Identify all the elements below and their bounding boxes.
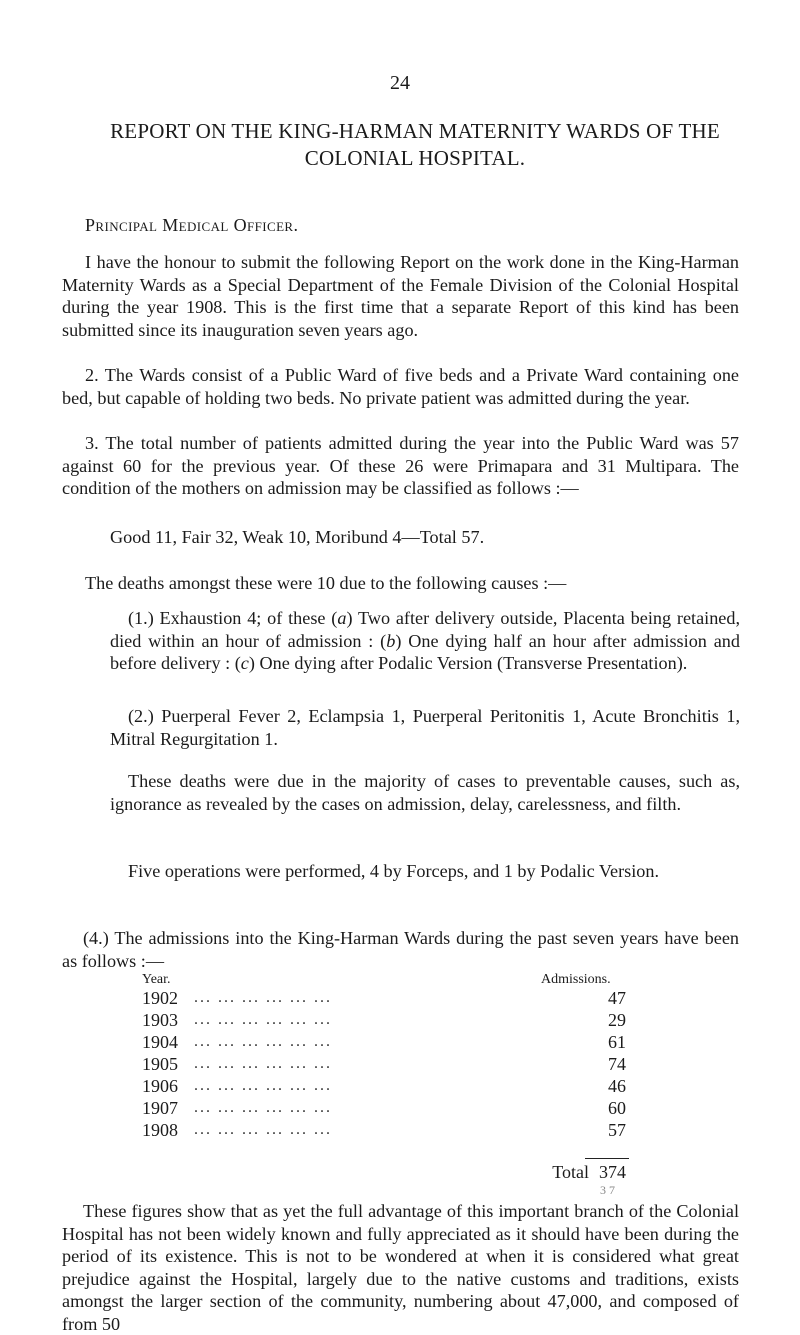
row-admissions: 74	[608, 1054, 626, 1074]
total-label: Total	[552, 1162, 589, 1182]
leader-dots: ... ... ... ... ... ...	[194, 1099, 332, 1116]
cause-1-end: ) One dying after Podalic Version (Transverse Presentation).	[248, 653, 688, 673]
table-row	[142, 1010, 626, 1032]
leader-dots: ... ... ... ... ... ...	[194, 989, 332, 1006]
row-admissions: 46	[608, 1076, 626, 1096]
row-year: 1902	[142, 988, 178, 1008]
paragraph-1	[62, 251, 739, 341]
row-year: 1903	[142, 1010, 178, 1030]
table-total	[500, 1162, 626, 1183]
row-admissions: 29	[608, 1010, 626, 1030]
table-row	[142, 1032, 626, 1054]
report-title: REPORT ON THE KING-HARMAN MATERNITY WARDS OF THE COLONIAL HOSPITAL.	[110, 119, 720, 170]
closing-text: These figures show that as yet the full advantage of this important branch of the Colonial Hospital has not been widely known and fully appreciated as it should have been during the period of its existence. This is not to be wondered at when it is considered what great prejudice against the Hospital, largely due to the native customs and traditions, exists amongst the larger section of the community, numbering about 47,000, and composed of from 50	[62, 1201, 739, 1334]
table-row	[142, 1120, 626, 1142]
row-year: 1908	[142, 1120, 178, 1140]
table-row	[142, 1054, 626, 1076]
row-admissions: 60	[608, 1098, 626, 1118]
salutation: Principal Medical Officer.	[85, 215, 299, 235]
row-year: 1904	[142, 1032, 178, 1052]
cause-1-prefix: (1.) Exhaustion 4; of these (	[128, 608, 338, 628]
total-rule	[585, 1158, 629, 1159]
cause-1-paragraph	[110, 607, 740, 675]
condition-line: Good 11, Fair 32, Weak 10, Moribund 4—Total 57.	[110, 527, 485, 547]
paragraph-3-text: 3. The total number of patients admitted during the year into the Public Ward was 57 against 60 for the previous year. Of these 26 were Primapara and 31 Multipara. The condition of the mothers on admission may be classified as follows :—	[62, 433, 739, 498]
cause-2-paragraph	[110, 705, 740, 750]
row-year: 1906	[142, 1076, 178, 1096]
pencil-mark: 3 7	[600, 1183, 615, 1197]
paragraph-2-text: 2. The Wards consist of a Public Ward of five beds and a Private Ward containing one bed, but capable of holding two beds. No private patient was admitted during the year.	[62, 365, 739, 408]
table-header-admissions: Admissions.	[541, 972, 611, 987]
cause-2-text: (2.) Puerperal Fever 2, Eclampsia 1, Puerperal Peritonitis 1, Acute Bronchitis 1, Mitral Regurgitation 1.	[110, 706, 740, 749]
leader-dots: ... ... ... ... ... ...	[194, 1011, 332, 1028]
paragraph-2	[62, 364, 739, 409]
table-row	[142, 988, 626, 1010]
paragraph-4-text: (4.) The admissions into the King-Harman Wards during the past seven years have been as follows :—	[62, 928, 739, 971]
paragraph-3	[62, 432, 739, 500]
cause-1-letter-a: a	[337, 608, 347, 628]
paragraph-1-text: I have the honour to submit the following Report on the work done in the King-Harman Maternity Wards as a Special Department of the Female Division of the Colonial Hospital during the year 1908. This is the first time that a separate Report of this kind has been submitted since its inauguration seven years ago.	[62, 252, 739, 340]
closing-paragraph	[62, 1200, 739, 1335]
row-year: 1905	[142, 1054, 178, 1074]
cause-1-letter-c: c	[240, 653, 249, 673]
leader-dots: ... ... ... ... ... ...	[194, 1055, 332, 1072]
operations-text: Five operations were performed, 4 by Forceps, and 1 by Podalic Version.	[128, 861, 660, 881]
paragraph-4	[62, 927, 739, 972]
deaths-intro-text: The deaths amongst these were 10 due to the following causes :—	[85, 573, 567, 593]
row-admissions: 61	[608, 1032, 626, 1052]
row-admissions: 47	[608, 988, 626, 1008]
leader-dots: ... ... ... ... ... ...	[194, 1121, 332, 1138]
cause-1-letter-b: b	[386, 630, 396, 651]
cause-1-mid-1: ) Two after delivery outside, Placenta being retained, died within an hour of admission : (	[110, 608, 741, 651]
leader-dots: ... ... ... ... ... ...	[194, 1077, 332, 1094]
row-admissions: 57	[608, 1120, 626, 1140]
operations-paragraph	[110, 860, 740, 883]
page-number: 24	[390, 72, 410, 94]
table-header-year: Year.	[142, 972, 171, 987]
row-year: 1907	[142, 1098, 178, 1118]
table-row	[142, 1076, 626, 1098]
cause-1-mid-2: ) One dying half an hour after admission and before delivery : (	[110, 630, 740, 673]
total-value: 374	[599, 1162, 626, 1182]
leader-dots: ... ... ... ... ... ...	[194, 1033, 332, 1050]
preventable-paragraph	[110, 770, 740, 815]
deaths-intro	[62, 572, 739, 595]
table-row	[142, 1098, 626, 1120]
preventable-text: These deaths were due in the majority of cases to preventable causes, such as, ignorance as revealed by the cases on admission, delay, carelessness, and filth.	[110, 771, 740, 814]
